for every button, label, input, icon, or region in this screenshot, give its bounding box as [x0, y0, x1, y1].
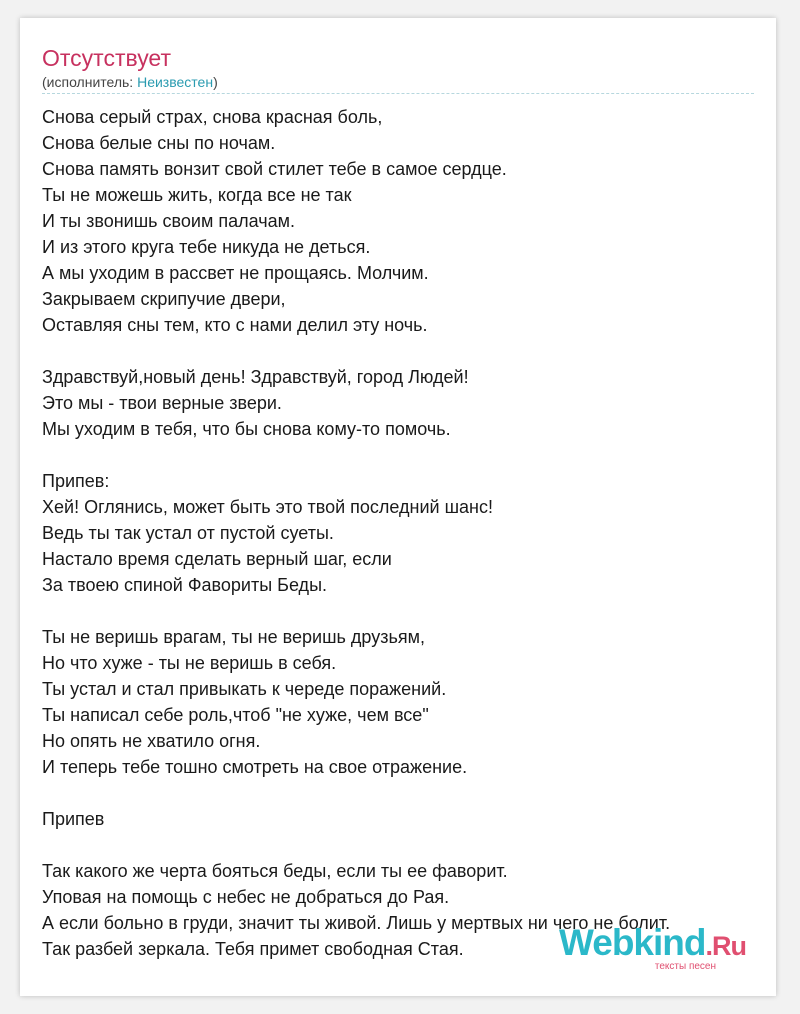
lyric-line: Здравствуй,новый день! Здравствуй, город Людей! [42, 367, 469, 387]
lyric-line: Снова серый страх, снова красная боль, [42, 107, 383, 127]
lyric-line: Так разбей зеркала. Тебя примет свободная Стая. [42, 939, 464, 959]
logo-main-text: Webkind [559, 922, 706, 963]
lyric-blank-line [42, 598, 762, 624]
lyrics-text [42, 104, 762, 962]
lyric-blank-line [42, 832, 762, 858]
lyric-line: Ведь ты так устал от пустой суеты. [42, 523, 334, 543]
lyric-line: И ты звонишь своим палачам. [42, 211, 296, 231]
lyric-line: И из этого круга тебе никуда не деться. [42, 237, 371, 257]
lyric-line: А мы уходим в рассвет не прощаясь. Молчим. [42, 263, 429, 283]
lyric-line: Но опять не хватило огня. [42, 731, 261, 751]
lyric-blank-line [42, 780, 762, 806]
title-divider [42, 93, 754, 94]
logo-wordmark [559, 924, 746, 965]
lyric-line: Мы уходим в тебя, что бы снова кому-то помочь. [42, 419, 451, 439]
lyric-line: Закрываем скрипучие двери, [42, 289, 286, 309]
lyric-line: Настало время сделать верный шаг, если [42, 549, 392, 569]
lyric-line: Хей! Оглянись, может быть это твой последний шанс! [42, 497, 493, 517]
lyric-blank-line [42, 338, 762, 364]
lyric-line: Но что хуже - ты не веришь в себя. [42, 653, 337, 673]
lyric-line: Ты не можешь жить, когда все не так [42, 185, 352, 205]
lyric-line: Оставляя сны тем, кто с нами делил эту ночь. [42, 315, 428, 335]
lyric-blank-line [42, 442, 762, 468]
lyric-line: Снова белые сны по ночам. [42, 133, 276, 153]
lyric-line: Это мы - твои верные звери. [42, 393, 282, 413]
lyric-line: Припев [42, 809, 105, 829]
lyric-line: Ты устал и стал привыкать к череде поражений. [42, 679, 447, 699]
site-logo[interactable] [559, 924, 746, 972]
lyric-line: За твоею спиной Фавориты Беды. [42, 575, 328, 595]
lyric-line: Так какого же черта бояться беды, если ты ее фаворит. [42, 861, 508, 881]
lyric-line: Ты написал себе роль,чтоб "не хуже, чем все" [42, 705, 429, 725]
song-title: Отсутствует [42, 45, 171, 71]
lyric-line: А если больно в груди, значит ты живой. Лишь у мертвых ни чего не болит. [42, 913, 671, 933]
logo-tagline: тексты песен [654, 961, 716, 972]
lyric-line: Уповая на помощь с небес не добраться до Рая. [42, 887, 450, 907]
lyric-line: И теперь тебе тошно смотреть на свое отражение. [42, 757, 468, 777]
lyrics-card [20, 18, 776, 996]
artist-suffix: ) [213, 74, 218, 90]
lyric-line: Ты не веришь врагам, ты не веришь друзьям, [42, 627, 425, 647]
lyric-line: Снова память вонзит свой стилет тебе в самое сердце. [42, 159, 507, 179]
artist-link[interactable]: Неизвестен [137, 74, 214, 90]
artist-line [42, 73, 218, 91]
lyric-line: Припев: [42, 471, 110, 491]
artist-prefix: (исполнитель: [42, 74, 138, 90]
logo-tld-text: .Ru [705, 931, 746, 961]
